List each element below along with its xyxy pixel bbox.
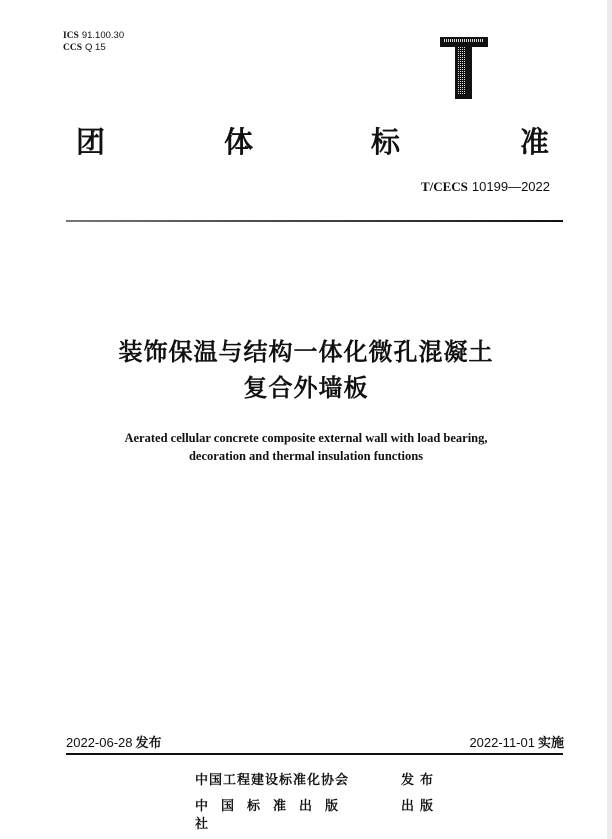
english-title <box>0 429 612 465</box>
standard-t-logo-icon <box>440 37 490 99</box>
publisher-action: 出版 <box>401 799 440 814</box>
standard-number-prefix: T/CECS <box>420 179 468 194</box>
implementation-date <box>469 735 564 752</box>
implementation-date-value: 2022-11-01 <box>469 735 535 750</box>
english-title-line-2: decoration and thermal insulation functions <box>188 449 424 463</box>
ics-code <box>63 30 124 42</box>
chinese-title <box>0 334 612 406</box>
issue-date-action: 发布 <box>135 736 162 751</box>
footer-divider <box>66 753 563 755</box>
standard-number <box>421 179 550 196</box>
standard-number-value: 10199—2022 <box>471 179 550 194</box>
standard-type-heading <box>0 122 612 162</box>
implementation-date-action: 实施 <box>537 736 564 751</box>
chinese-title-line-2: 复合外墙板 <box>243 374 369 402</box>
standard-type-char: 准 <box>520 125 550 159</box>
ccs-value: Q 15 <box>85 42 106 53</box>
chinese-title-line-1: 装饰保温与结构一体化微孔混凝土 <box>118 338 494 366</box>
standard-type-char: 团 <box>76 125 106 159</box>
ics-label: ICS <box>63 31 79 41</box>
logo-stem <box>455 47 472 99</box>
standard-type-char: 体 <box>224 125 254 159</box>
issue-date-value: 2022-06-28 <box>66 735 133 750</box>
publisher-org: 中国工程建设标准化协会 <box>195 773 350 788</box>
classification-codes <box>63 30 124 54</box>
publisher-org: 中国标准出版社 <box>195 799 352 832</box>
standard-type-char: 标 <box>371 125 401 159</box>
issue-date <box>66 735 162 752</box>
publisher-action: 发布 <box>401 773 440 788</box>
english-title-line-1: Aerated cellular concrete composite external wall with load bearing, <box>124 431 488 445</box>
logo-bar <box>440 37 488 47</box>
header-divider <box>66 220 563 222</box>
ccs-code <box>63 42 124 54</box>
ccs-label: CCS <box>63 43 83 53</box>
ics-value: 91.100.30 <box>81 30 125 41</box>
